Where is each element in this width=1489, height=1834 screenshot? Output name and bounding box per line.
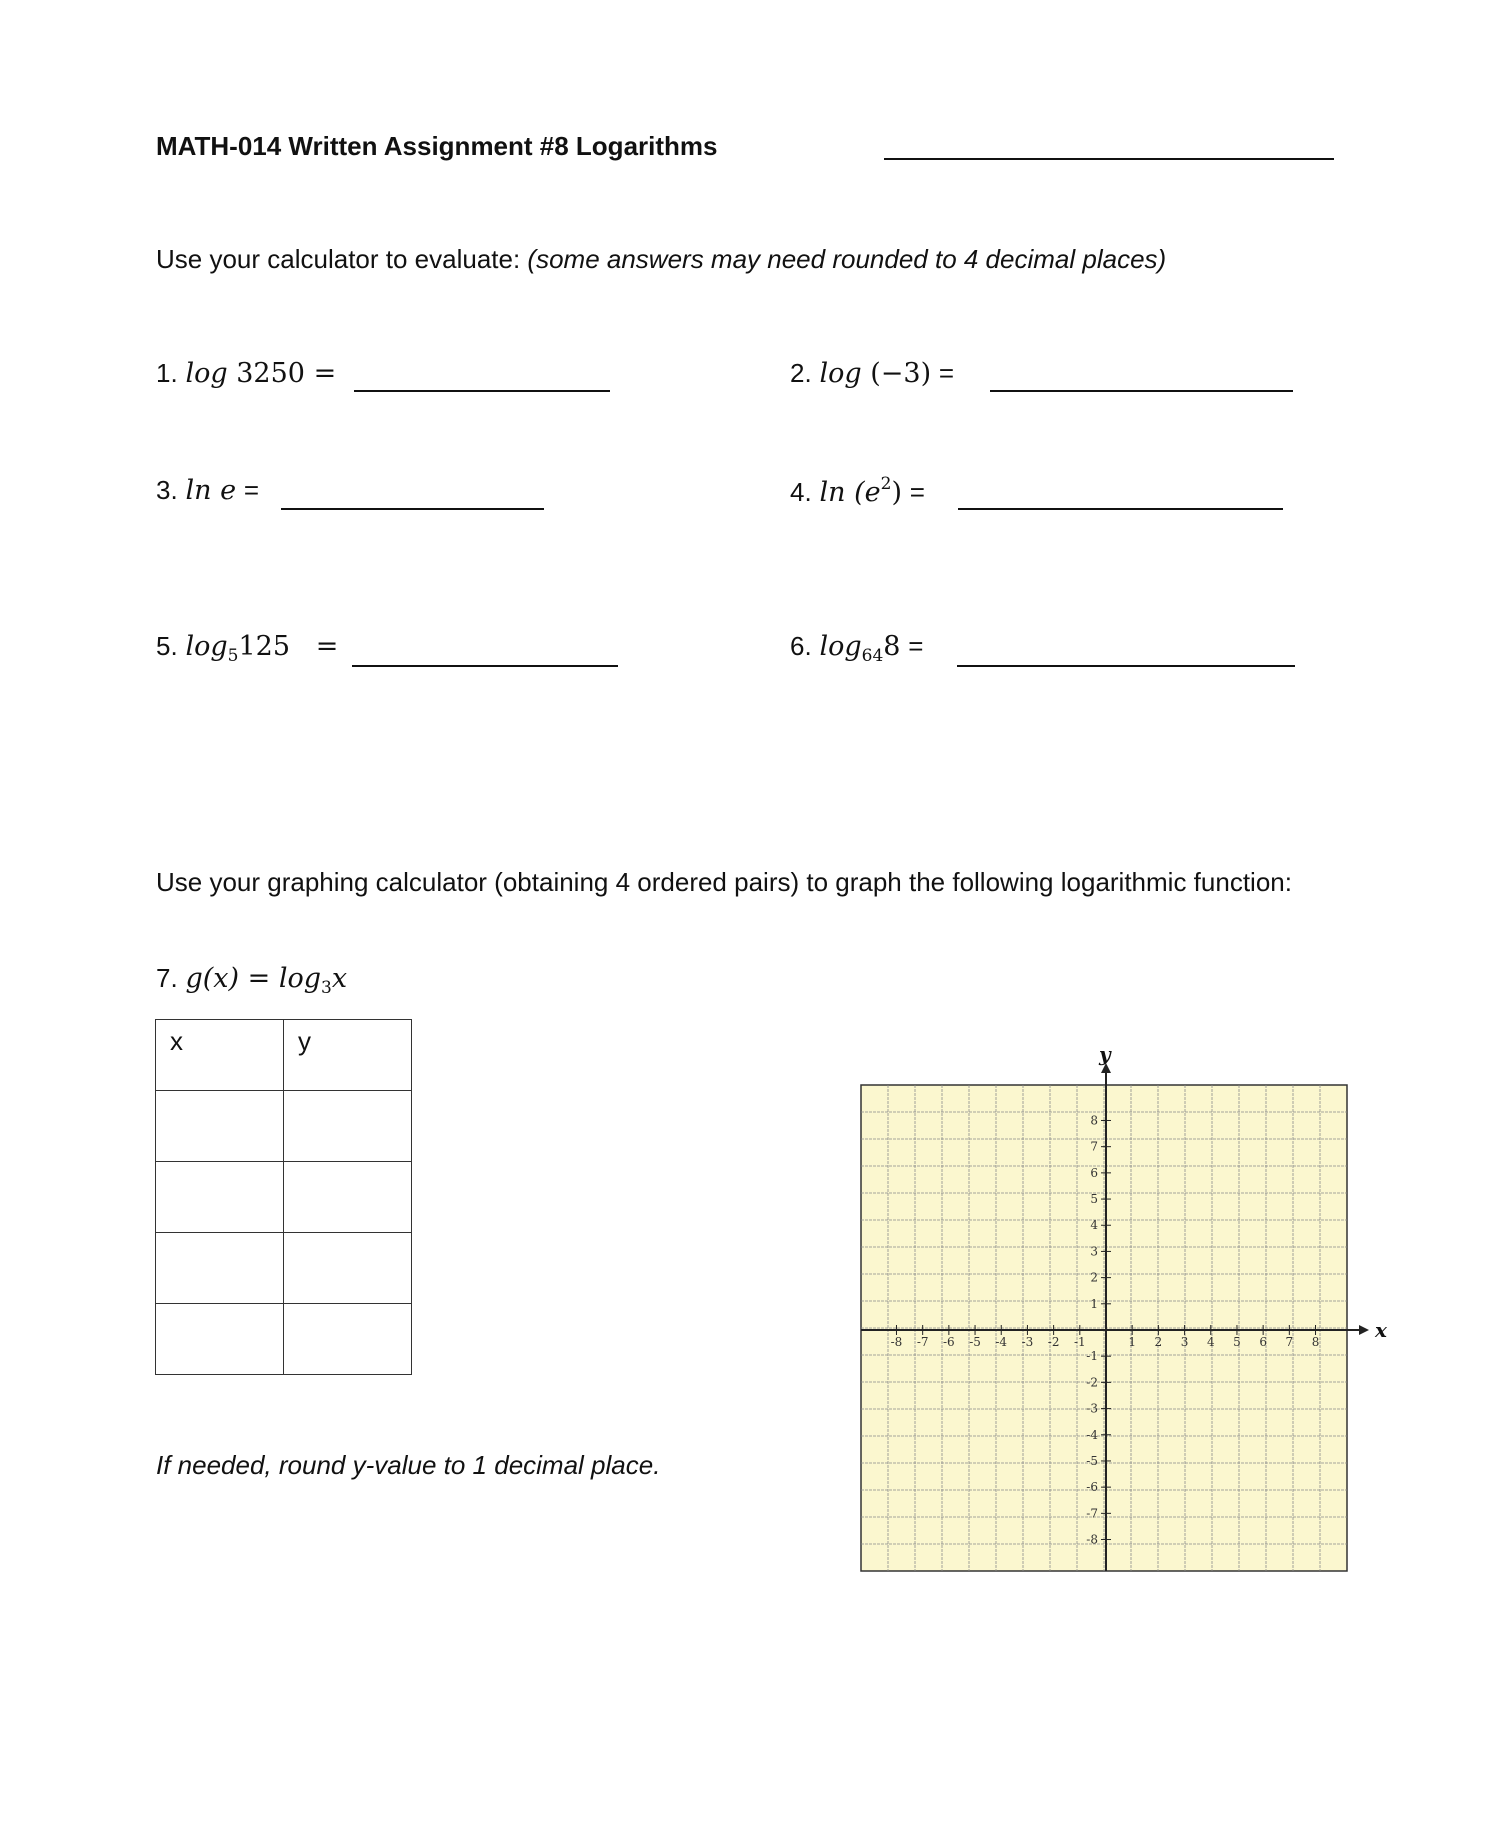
table-cell-x[interactable]: [156, 1304, 284, 1375]
problem-number: 3.: [156, 475, 178, 505]
instruction-text: Use your calculator to evaluate:: [156, 244, 528, 274]
x-axis-arrow-icon: [1359, 1325, 1369, 1335]
problem-2: 2. log (−3) =: [790, 358, 955, 389]
y-tick-label: -7: [1086, 1506, 1098, 1521]
table-cell-y[interactable]: [284, 1304, 412, 1375]
problem-expression: log 3250 =: [185, 358, 337, 389]
answer-blank-6[interactable]: [957, 665, 1295, 667]
problem-3: 3. ln e =: [156, 475, 260, 506]
problem-number: 4.: [790, 477, 812, 507]
problem-number: 6.: [790, 631, 812, 661]
problem-1: [156, 357, 336, 389]
x-tick-label: 7: [1285, 1335, 1294, 1349]
x-tick-label: -3: [1021, 1335, 1034, 1349]
table-cell-y[interactable]: [284, 1091, 412, 1162]
answer-blank-2[interactable]: [990, 390, 1293, 392]
problem-number: 5.: [156, 631, 178, 661]
table-row: [156, 1162, 412, 1233]
y-tick-label: 7: [1090, 1139, 1098, 1154]
y-tick-label: 5: [1090, 1192, 1098, 1207]
problem-expression: log (−3): [819, 358, 932, 389]
y-tick-label: -2: [1086, 1375, 1098, 1390]
problem-expression: $\log_{64}8$: [819, 631, 901, 666]
y-tick-label: 6: [1090, 1165, 1098, 1180]
table-cell-y[interactable]: [284, 1233, 412, 1304]
answer-blank-4[interactable]: [958, 508, 1283, 510]
problem-expression: $\log_5125$ =: [185, 631, 339, 666]
problem-number: 1.: [156, 358, 178, 388]
page-title: MATH-014 Written Assignment #8 Logarithms: [156, 131, 718, 161]
x-tick-label: 2: [1154, 1335, 1163, 1349]
xy-table: [155, 1019, 412, 1375]
x-tick-label: 1: [1128, 1335, 1137, 1349]
problem-number: 7.: [156, 963, 178, 993]
problem-7: [156, 962, 347, 998]
table-cell-x[interactable]: [156, 1233, 284, 1304]
y-tick-label: -1: [1086, 1349, 1098, 1364]
problem-number: 2.: [790, 358, 812, 388]
x-tick-label: -1: [1073, 1335, 1086, 1349]
problem-5: [156, 630, 338, 666]
y-tick-label: 4: [1090, 1218, 1098, 1233]
table-header-x: x: [156, 1020, 284, 1091]
y-axis-label: y: [1099, 1042, 1111, 1066]
answer-blank-5[interactable]: [352, 665, 618, 667]
answer-blank-1[interactable]: [354, 390, 610, 392]
answer-blank-3[interactable]: [281, 508, 544, 510]
table-cell-x[interactable]: [156, 1162, 284, 1233]
y-tick-label: 8: [1090, 1113, 1098, 1128]
grid-svg[interactable]: [855, 1042, 1387, 1570]
instruction-note: (some answers may need rounded to 4 decimal places): [527, 244, 1167, 274]
table-row: [156, 1091, 412, 1162]
table-cell-x[interactable]: [156, 1091, 284, 1162]
x-tick-label: 6: [1259, 1335, 1267, 1349]
problem-6: 6. $\log_{64}8$ =: [790, 631, 924, 666]
y-tick-label: -5: [1086, 1453, 1098, 1468]
problem-expression: $g(x) = \log_3x$: [185, 963, 348, 998]
coordinate-grid[interactable]: [855, 1042, 1387, 1570]
y-tick-label: -8: [1086, 1532, 1098, 1547]
x-tick-label: -6: [943, 1335, 955, 1349]
x-tick-label: -8: [890, 1335, 903, 1349]
x-tick-label: 8: [1311, 1335, 1320, 1349]
y-tick-label: -6: [1086, 1480, 1098, 1495]
y-tick-label: -4: [1086, 1427, 1098, 1442]
table-row: [156, 1233, 412, 1304]
problem-expression: $\ln (e^2)$: [819, 474, 902, 508]
table-row: [156, 1304, 412, 1375]
x-tick-label: 5: [1233, 1335, 1241, 1349]
section2-instruction: Use your graphing calculator (obtaining 4 ordered pairs) to graph the following logarithmic function:: [156, 867, 1292, 897]
y-tick-label: -3: [1086, 1401, 1098, 1416]
name-blank-line[interactable]: [884, 158, 1334, 160]
problem-4: 4. $\ln (e^2)$ =: [790, 474, 925, 508]
section1-instruction: [156, 244, 1166, 275]
x-tick-label: -5: [969, 1335, 981, 1349]
table-cell-y[interactable]: [284, 1162, 412, 1233]
x-tick-label: 3: [1180, 1335, 1189, 1349]
table-header-y: y: [284, 1020, 412, 1091]
x-axis-label: x: [1375, 1318, 1387, 1342]
y-tick-label: 1: [1090, 1296, 1098, 1311]
x-tick-label: -4: [995, 1335, 1008, 1349]
x-tick-label: -7: [916, 1335, 929, 1349]
x-tick-label: 4: [1206, 1335, 1215, 1349]
y-tick-label: 2: [1090, 1270, 1098, 1285]
table-header-row: [156, 1020, 412, 1091]
problem-expression: ln e: [185, 475, 237, 506]
y-tick-label: 3: [1090, 1244, 1098, 1259]
x-tick-label: -2: [1047, 1335, 1060, 1349]
rounding-note: If needed, round y-value to 1 decimal place.: [156, 1450, 661, 1480]
